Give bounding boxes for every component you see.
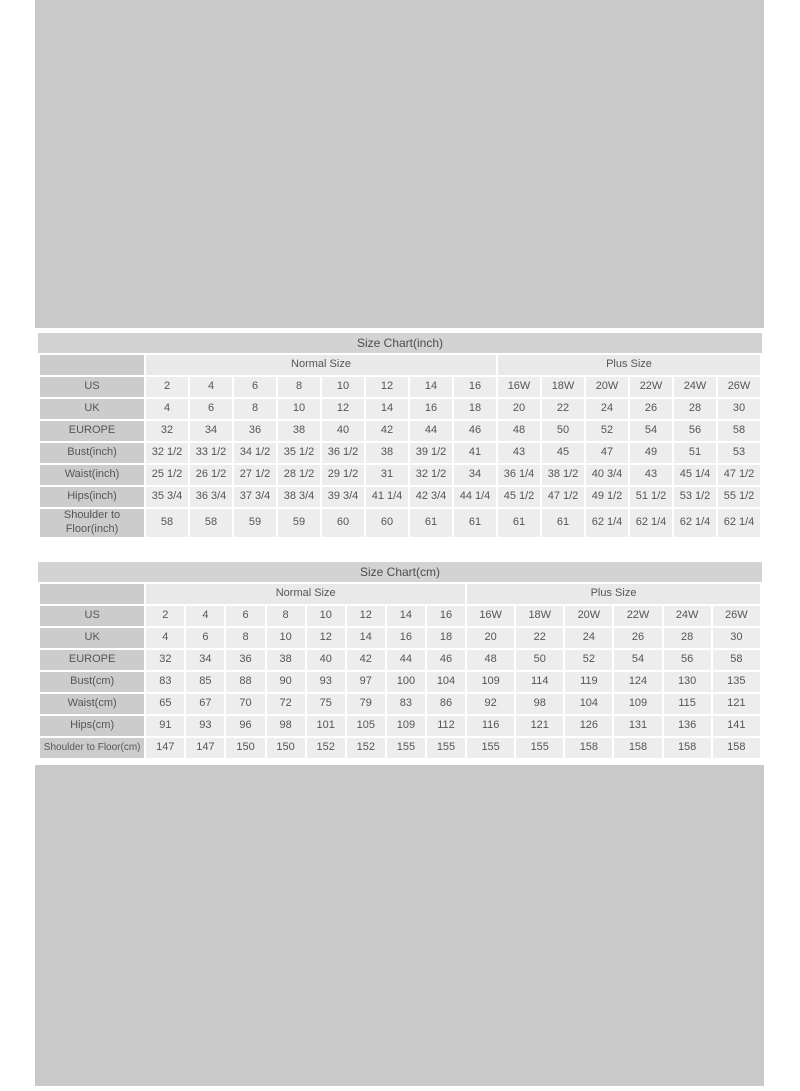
- size-cell: 158: [565, 738, 612, 758]
- size-cell: 54: [614, 650, 661, 670]
- size-cell: 38: [267, 650, 305, 670]
- size-cell: 22: [542, 399, 584, 419]
- size-cell: 147: [146, 738, 184, 758]
- size-cell: 65: [146, 694, 184, 714]
- table-row: [40, 672, 760, 692]
- size-cell: 6: [186, 628, 224, 648]
- size-cell: 32: [146, 421, 188, 441]
- size-cell: 8: [267, 606, 305, 626]
- size-cell: 4: [186, 606, 224, 626]
- size-cell: 49: [630, 443, 672, 463]
- size-cell: 116: [467, 716, 514, 736]
- size-cell: 47 1/2: [718, 465, 760, 485]
- size-cell: 20: [467, 628, 514, 648]
- row-label: Hips(cm): [40, 716, 144, 736]
- size-cell: 24W: [664, 606, 711, 626]
- size-cell: 58: [718, 421, 760, 441]
- size-cell: 4: [146, 399, 188, 419]
- size-cell: 2: [146, 606, 184, 626]
- row-label: UK: [40, 399, 144, 419]
- row-label: Bust(cm): [40, 672, 144, 692]
- size-cell: 109: [387, 716, 425, 736]
- size-cell: 88: [226, 672, 264, 692]
- size-cell: 51: [674, 443, 716, 463]
- size-cell: 31: [366, 465, 408, 485]
- size-cell: 12: [366, 377, 408, 397]
- size-cell: 109: [467, 672, 514, 692]
- size-cell: 136: [664, 716, 711, 736]
- size-cell: 121: [713, 694, 760, 714]
- size-cell: 26: [614, 628, 661, 648]
- size-cell: 135: [713, 672, 760, 692]
- size-cell: 50: [516, 650, 563, 670]
- size-group-header-row: [40, 584, 760, 604]
- size-cell: 101: [307, 716, 345, 736]
- size-cell: 119: [565, 672, 612, 692]
- size-cell: 22: [516, 628, 563, 648]
- size-cell: 62 1/4: [674, 509, 716, 537]
- size-cell: 4: [190, 377, 232, 397]
- size-cell: 2: [146, 377, 188, 397]
- size-cell: 26W: [718, 377, 760, 397]
- size-cell: 18W: [516, 606, 563, 626]
- size-cell: 96: [226, 716, 264, 736]
- size-cell: 86: [427, 694, 465, 714]
- size-cell: 12: [347, 606, 385, 626]
- row-label: Hips(inch): [40, 487, 144, 507]
- size-cell: 50: [542, 421, 584, 441]
- size-cell: 55 1/2: [718, 487, 760, 507]
- size-cell: 41: [454, 443, 496, 463]
- size-cell: 83: [387, 694, 425, 714]
- size-cell: 92: [467, 694, 514, 714]
- size-cell: 152: [347, 738, 385, 758]
- size-cell: 49 1/2: [586, 487, 628, 507]
- size-cell: 114: [516, 672, 563, 692]
- row-label: US: [40, 606, 144, 626]
- size-cell: 28: [674, 399, 716, 419]
- size-cell: 16: [427, 606, 465, 626]
- size-chart-cm-title: Size Chart(cm): [38, 562, 762, 582]
- row-label: UK: [40, 628, 144, 648]
- size-cell: 14: [366, 399, 408, 419]
- table-row: [40, 487, 760, 507]
- size-cell: 105: [347, 716, 385, 736]
- size-cell: 42 3/4: [410, 487, 452, 507]
- size-cell: 59: [234, 509, 276, 537]
- size-cell: 45 1/2: [498, 487, 540, 507]
- size-cell: 29 1/2: [322, 465, 364, 485]
- table-row: [40, 399, 760, 419]
- size-cell: 39 1/2: [410, 443, 452, 463]
- size-cell: 18: [454, 399, 496, 419]
- size-cell: 37 3/4: [234, 487, 276, 507]
- size-cell: 20: [498, 399, 540, 419]
- size-cell: 30: [718, 399, 760, 419]
- size-cell: 47: [586, 443, 628, 463]
- size-cell: 24: [565, 628, 612, 648]
- table-row: [40, 606, 760, 626]
- size-cell: 124: [614, 672, 661, 692]
- size-cell: 48: [467, 650, 514, 670]
- table-row: [40, 443, 760, 463]
- size-cell: 62 1/4: [630, 509, 672, 537]
- size-cell: 97: [347, 672, 385, 692]
- table-row: [40, 694, 760, 714]
- row-label: EUROPE: [40, 650, 144, 670]
- size-cell: 34: [186, 650, 224, 670]
- size-cell: 158: [664, 738, 711, 758]
- size-chart-inch-table: [38, 353, 762, 539]
- size-cell: 38 1/2: [542, 465, 584, 485]
- size-cell: 36: [226, 650, 264, 670]
- size-cell: 72: [267, 694, 305, 714]
- size-cell: 58: [190, 509, 232, 537]
- row-label: Shoulder to Floor(cm): [40, 738, 144, 758]
- size-cell: 24: [586, 399, 628, 419]
- size-cell: 36 3/4: [190, 487, 232, 507]
- size-cell: 43: [498, 443, 540, 463]
- size-cell: 126: [565, 716, 612, 736]
- corner-cell: [40, 355, 144, 375]
- size-cell: 42: [366, 421, 408, 441]
- size-cell: 48: [498, 421, 540, 441]
- size-cell: 158: [614, 738, 661, 758]
- size-cell: 60: [322, 509, 364, 537]
- size-chart-cm-table: [38, 582, 762, 760]
- size-cell: 109: [614, 694, 661, 714]
- size-cell: 67: [186, 694, 224, 714]
- size-cell: 34 1/2: [234, 443, 276, 463]
- size-group-header: Plus Size: [498, 355, 760, 375]
- size-cell: 155: [427, 738, 465, 758]
- table-row: [40, 716, 760, 736]
- row-label: Waist(cm): [40, 694, 144, 714]
- size-cell: 6: [234, 377, 276, 397]
- size-cell: 34: [454, 465, 496, 485]
- size-cell: 70: [226, 694, 264, 714]
- size-cell: 16: [387, 628, 425, 648]
- size-cell: 130: [664, 672, 711, 692]
- size-cell: 121: [516, 716, 563, 736]
- size-cell: 32: [146, 650, 184, 670]
- size-chart-cm: [38, 562, 762, 760]
- size-group-header: Normal Size: [146, 355, 496, 375]
- product-image-placeholder-top: [35, 0, 764, 328]
- size-cell: 18W: [542, 377, 584, 397]
- size-cell: 45: [542, 443, 584, 463]
- size-cell: 25 1/2: [146, 465, 188, 485]
- size-cell: 10: [307, 606, 345, 626]
- size-cell: 41 1/4: [366, 487, 408, 507]
- row-label: Waist(inch): [40, 465, 144, 485]
- table-row: [40, 421, 760, 441]
- size-cell: 20W: [565, 606, 612, 626]
- size-cell: 83: [146, 672, 184, 692]
- size-cell: 152: [307, 738, 345, 758]
- size-cell: 79: [347, 694, 385, 714]
- table-row: [40, 628, 760, 648]
- size-cell: 52: [565, 650, 612, 670]
- size-cell: 61: [498, 509, 540, 537]
- table-row: [40, 738, 760, 758]
- size-cell: 12: [307, 628, 345, 648]
- size-cell: 155: [467, 738, 514, 758]
- size-cell: 115: [664, 694, 711, 714]
- size-cell: 53 1/2: [674, 487, 716, 507]
- size-cell: 28: [664, 628, 711, 648]
- size-cell: 45 1/4: [674, 465, 716, 485]
- size-cell: 147: [186, 738, 224, 758]
- table-row: [40, 650, 760, 670]
- size-cell: 34: [190, 421, 232, 441]
- size-cell: 36: [234, 421, 276, 441]
- row-label: Shoulder to Floor(inch): [40, 509, 144, 537]
- size-cell: 24W: [674, 377, 716, 397]
- size-cell: 22W: [614, 606, 661, 626]
- size-group-header-row: [40, 355, 760, 375]
- product-image-placeholder-bottom: [35, 765, 764, 1086]
- size-cell: 46: [454, 421, 496, 441]
- table-row: [40, 509, 760, 537]
- size-cell: 26W: [713, 606, 760, 626]
- corner-cell: [40, 584, 144, 604]
- row-label: US: [40, 377, 144, 397]
- size-group-header: Plus Size: [467, 584, 760, 604]
- size-cell: 131: [614, 716, 661, 736]
- size-cell: 36 1/2: [322, 443, 364, 463]
- size-cell: 44: [387, 650, 425, 670]
- size-cell: 104: [565, 694, 612, 714]
- size-cell: 53: [718, 443, 760, 463]
- size-cell: 16W: [498, 377, 540, 397]
- size-cell: 54: [630, 421, 672, 441]
- table-row: [40, 465, 760, 485]
- size-cell: 4: [146, 628, 184, 648]
- size-cell: 38 3/4: [278, 487, 320, 507]
- size-cell: 26 1/2: [190, 465, 232, 485]
- size-cell: 40: [322, 421, 364, 441]
- size-cell: 30: [713, 628, 760, 648]
- size-cell: 75: [307, 694, 345, 714]
- size-cell: 100: [387, 672, 425, 692]
- size-cell: 61: [542, 509, 584, 537]
- size-cell: 62 1/4: [586, 509, 628, 537]
- size-chart-inch-title: Size Chart(inch): [38, 333, 762, 353]
- size-cell: 141: [713, 716, 760, 736]
- size-cell: 62 1/4: [718, 509, 760, 537]
- size-cell: 42: [347, 650, 385, 670]
- size-cell: 36 1/4: [498, 465, 540, 485]
- size-cell: 155: [387, 738, 425, 758]
- size-cell: 58: [713, 650, 760, 670]
- size-cell: 51 1/2: [630, 487, 672, 507]
- size-cell: 58: [146, 509, 188, 537]
- row-label: Bust(inch): [40, 443, 144, 463]
- size-cell: 98: [267, 716, 305, 736]
- size-cell: 91: [146, 716, 184, 736]
- size-cell: 40 3/4: [586, 465, 628, 485]
- size-cell: 22W: [630, 377, 672, 397]
- size-cell: 33 1/2: [190, 443, 232, 463]
- size-cell: 150: [226, 738, 264, 758]
- size-cell: 27 1/2: [234, 465, 276, 485]
- size-cell: 8: [234, 399, 276, 419]
- size-cell: 12: [322, 399, 364, 419]
- size-cell: 93: [307, 672, 345, 692]
- size-cell: 56: [664, 650, 711, 670]
- size-cell: 10: [278, 399, 320, 419]
- size-cell: 85: [186, 672, 224, 692]
- size-cell: 16: [410, 399, 452, 419]
- size-cell: 32 1/2: [410, 465, 452, 485]
- size-cell: 16: [454, 377, 496, 397]
- size-cell: 150: [267, 738, 305, 758]
- size-cell: 14: [387, 606, 425, 626]
- size-cell: 10: [322, 377, 364, 397]
- size-cell: 8: [226, 628, 264, 648]
- size-cell: 28 1/2: [278, 465, 320, 485]
- size-cell: 14: [347, 628, 385, 648]
- size-cell: 26: [630, 399, 672, 419]
- size-cell: 155: [516, 738, 563, 758]
- size-cell: 35 3/4: [146, 487, 188, 507]
- size-cell: 38: [366, 443, 408, 463]
- size-cell: 10: [267, 628, 305, 648]
- size-cell: 20W: [586, 377, 628, 397]
- size-cell: 43: [630, 465, 672, 485]
- size-group-header: Normal Size: [146, 584, 465, 604]
- size-cell: 8: [278, 377, 320, 397]
- size-cell: 47 1/2: [542, 487, 584, 507]
- size-cell: 39 3/4: [322, 487, 364, 507]
- size-cell: 14: [410, 377, 452, 397]
- size-cell: 35 1/2: [278, 443, 320, 463]
- size-cell: 60: [366, 509, 408, 537]
- row-label: EUROPE: [40, 421, 144, 441]
- size-cell: 56: [674, 421, 716, 441]
- size-cell: 59: [278, 509, 320, 537]
- size-cell: 6: [190, 399, 232, 419]
- size-cell: 52: [586, 421, 628, 441]
- size-cell: 90: [267, 672, 305, 692]
- size-cell: 112: [427, 716, 465, 736]
- size-cell: 104: [427, 672, 465, 692]
- size-cell: 16W: [467, 606, 514, 626]
- size-cell: 40: [307, 650, 345, 670]
- size-cell: 6: [226, 606, 264, 626]
- table-row: [40, 377, 760, 397]
- size-cell: 46: [427, 650, 465, 670]
- size-cell: 38: [278, 421, 320, 441]
- size-cell: 61: [454, 509, 496, 537]
- size-chart-inch: [38, 333, 762, 539]
- size-cell: 18: [427, 628, 465, 648]
- size-cell: 32 1/2: [146, 443, 188, 463]
- size-cell: 44 1/4: [454, 487, 496, 507]
- size-cell: 61: [410, 509, 452, 537]
- size-cell: 98: [516, 694, 563, 714]
- size-cell: 44: [410, 421, 452, 441]
- size-cell: 93: [186, 716, 224, 736]
- size-cell: 158: [713, 738, 760, 758]
